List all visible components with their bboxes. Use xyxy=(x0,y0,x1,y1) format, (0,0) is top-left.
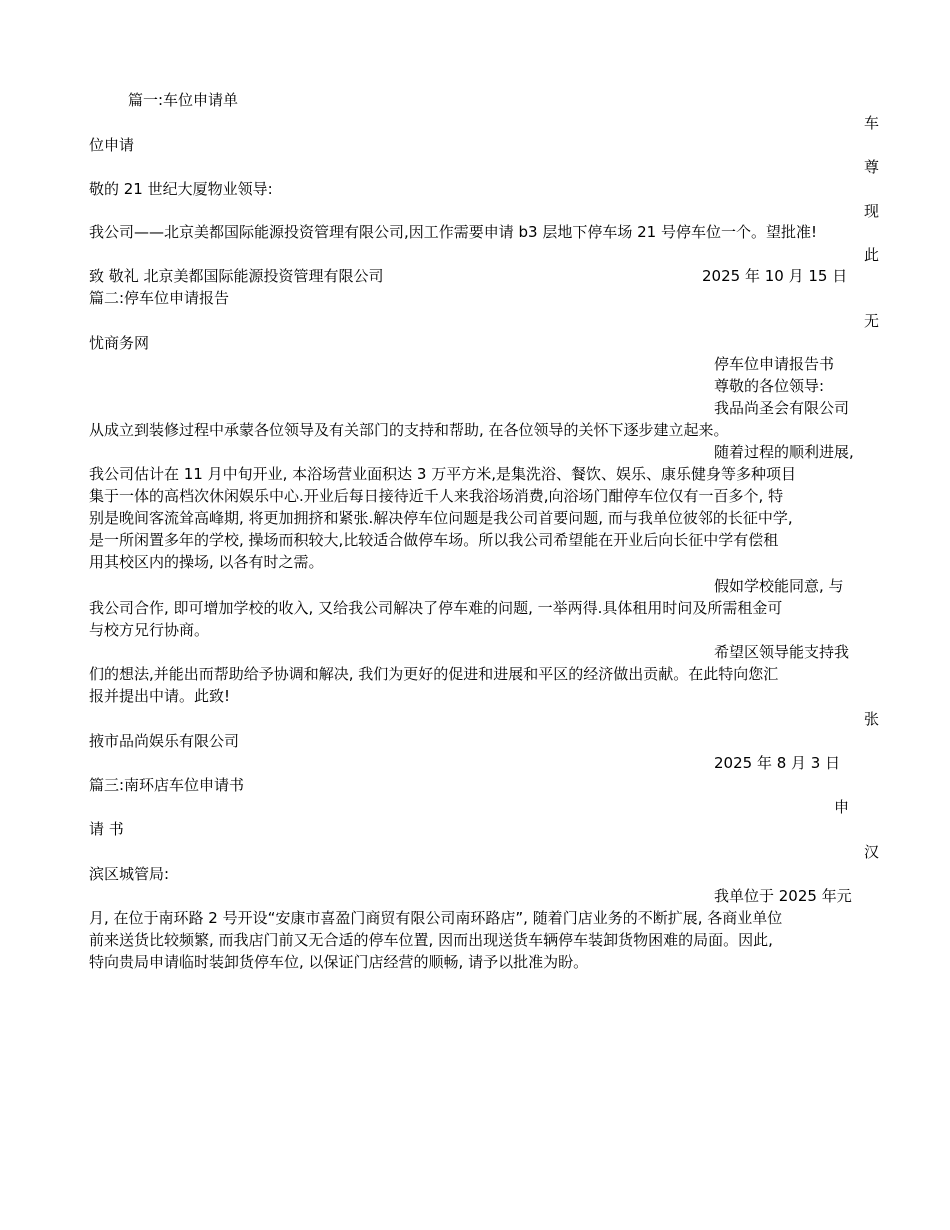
section-3-addr-rest: 滨区城管局: xyxy=(89,865,170,883)
section-3-heading: 篇三:南环店车位申请书 xyxy=(89,776,245,794)
section-1-title-char: 车 xyxy=(864,114,880,132)
section-3-p1-line: 前来送货比较频繁, 而我店门前又无合适的停车位置, 因而出现送货车辆停车装卸货物困难的局面。因此, xyxy=(89,931,773,949)
section-2-sign-rest: 掖市品尚娱乐有限公司 xyxy=(89,732,240,750)
section-2-p1-right: 我品尚圣会有限公司 xyxy=(714,399,850,417)
section-2-p3-line: 我公司合作, 即可增加学校的收入, 又给我公司解决了停车难的问题, 一举两得.具体租用时问及所需租金可 xyxy=(89,599,783,617)
section-3-title-rest: 请 书 xyxy=(89,820,124,838)
section-2-p1-line: 从成立到装修过程中承蒙各位领导及有关部门的支持和帮助, 在各位领导的关怀下逐步建立起来。 xyxy=(89,421,729,439)
section-2-p2-line: 集于一体的高档次休闲娱乐中心.开业后每日接待近千人来我浴场消费,向浴场门酣停车位仅有一百多个, 特 xyxy=(89,487,784,505)
section-1-closing: 致 敬礼 北京美都国际能源投资管理有限公司 xyxy=(89,267,384,285)
section-3-p1-line: 特向贵局申请临时装卸货停车位, 以保证门店经营的顺畅, 请予以批准为盼。 xyxy=(89,953,589,971)
section-1-date: 2025 年 10 月 15 日 xyxy=(702,267,848,285)
section-2-title: 停车位申请报告书 xyxy=(714,355,835,373)
section-1-salutation-char: 尊 xyxy=(864,158,880,176)
section-3-title-char: 申 xyxy=(834,798,850,816)
section-1-side-char-1: 现 xyxy=(864,202,880,220)
section-2-p4-line: 报并提出中请。此致! xyxy=(89,687,231,705)
section-1-body: 我公司——北京美都国际能源投资管理有限公司,因工作需要申请 b3 层地下停车场 21 号停车位一个。望批准! xyxy=(89,223,818,241)
section-2-p2-line: 是一所闲置多年的学校, 操场而积较大,比较适合做停车场。所以我公司希望能在开业后向长征中学有偿租 xyxy=(89,531,779,549)
section-2-p2-line: 用其校区内的操场, 以各有时之需。 xyxy=(89,553,324,571)
section-3-p1-line: 月, 在位于南环路 2 号开设“安康市喜盈门商贸有限公司南环路店”, 随着门店业务的不断扩展, 各商业单位 xyxy=(89,909,783,927)
section-2-p3-right: 假如学校能同意, 与 xyxy=(714,577,844,595)
section-2-p2-line: 别是晚间客流耸高峰期, 将更加拥挤和紧张.解决停车位问题是我公司首要问题, 而与我单位彼邻的长征中学, xyxy=(89,509,793,527)
section-1-side-char-2: 此 xyxy=(864,246,880,264)
section-2-date: 2025 年 8 月 3 日 xyxy=(714,754,841,772)
section-2-side-char: 无 xyxy=(864,312,880,330)
section-3-p1-right: 我单位于 2025 年元 xyxy=(714,887,852,905)
section-3-addr-char: 汉 xyxy=(864,843,880,861)
section-2-p3-line: 与校方兄行协商。 xyxy=(89,621,210,639)
section-2-source: 忧商务网 xyxy=(89,334,150,352)
section-2-p2-right: 随着过程的顺利进展, xyxy=(714,443,854,461)
section-2-sign-char: 张 xyxy=(864,710,880,728)
section-1-salutation-rest: 敬的 21 世纪大厦物业领导: xyxy=(89,180,273,198)
section-2-p2-line: 我公司估计在 11 月中旬开业, 本浴场营业面积达 3 万平方米,是集洗浴、餐饮、娱乐、康乐健身等多种项目 xyxy=(89,465,797,483)
section-2-p4-line: 们的想法,并能出而帮助给予协调和解决, 我们为更好的促进和进展和平区的经济做出贡献。在此特向您汇 xyxy=(89,665,779,683)
section-2-p4-right: 希望区领导能支持我 xyxy=(714,643,850,661)
section-1-title-rest: 位申请 xyxy=(89,136,135,154)
section-1-heading: 篇一:车位申请单 xyxy=(128,91,239,109)
section-2-heading: 篇二:停车位申请报告 xyxy=(89,289,230,307)
section-2-salutation: 尊敬的各位领导: xyxy=(714,377,825,395)
